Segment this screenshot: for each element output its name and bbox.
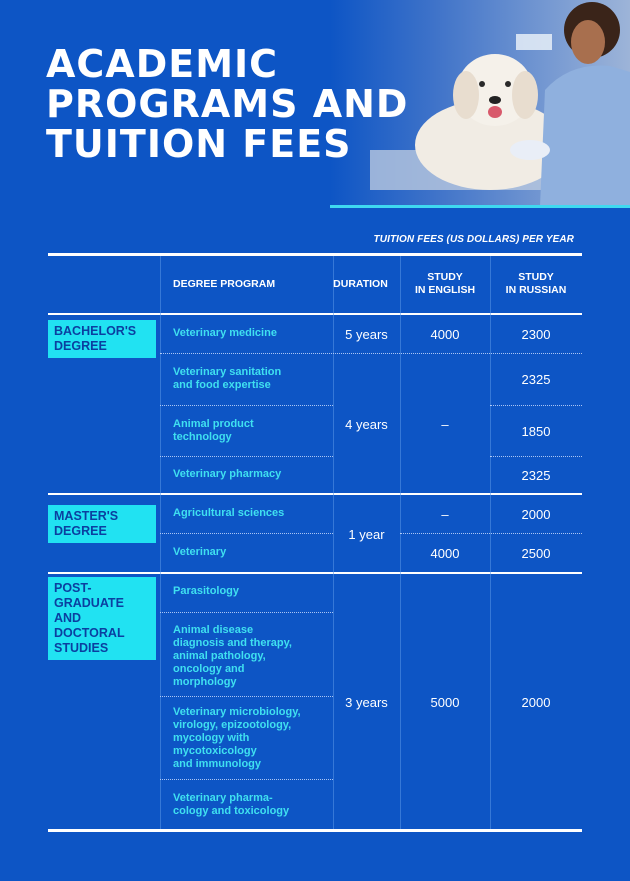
row-separator <box>160 612 333 613</box>
fees-caption: TUITION FEES (US DOLLARS) PER YEAR <box>373 234 574 245</box>
table-header-rule <box>48 313 582 315</box>
row-separator <box>490 456 582 457</box>
russian-fee-value: 2325 <box>521 372 551 387</box>
row-separator <box>160 696 333 697</box>
program-name: Veterinary microbiology, virology, epizootology, mycology with mycotoxicology and immunology <box>173 706 301 770</box>
masters-degree-badge: MASTER'S DEGREE <box>48 505 156 543</box>
english-fee-value: – <box>441 507 449 522</box>
duration-value: 5 years <box>345 327 388 342</box>
row-separator <box>160 456 333 457</box>
row-separator <box>400 533 582 534</box>
program-name: Veterinary sanitation and food expertise <box>173 366 282 391</box>
header-degree-program: DEGREE PROGRAM <box>173 278 276 290</box>
program-name: Agricultural sciences <box>173 507 285 519</box>
russian-fee-value: 2300 <box>521 327 551 342</box>
table-bottom-rule <box>48 829 582 832</box>
russian-fee-value: 1850 <box>521 424 551 439</box>
postgraduate-doctoral-badge: POST- GRADUATE AND DOCTORAL STUDIES <box>48 577 156 660</box>
section-divider <box>48 493 582 495</box>
column-divider <box>160 256 161 829</box>
program-name: Parasitology <box>173 585 240 597</box>
russian-fee-value: 2325 <box>521 468 551 483</box>
program-name: Veterinary <box>173 546 227 558</box>
photo-accent-line <box>330 205 630 208</box>
row-separator <box>160 405 333 406</box>
table-top-rule <box>48 253 582 256</box>
english-fee-value: 4000 <box>430 327 460 342</box>
english-fee-value: – <box>441 417 449 432</box>
row-separator <box>160 353 582 354</box>
program-name: Animal product technology <box>173 418 254 443</box>
russian-fee-value: 2000 <box>521 507 551 522</box>
bachelors-degree-badge: BACHELOR'S DEGREE <box>48 320 156 358</box>
program-name: Veterinary pharmacy <box>173 468 282 480</box>
duration-value: 1 year <box>348 527 385 542</box>
page-title: ACADEMIC PROGRAMS AND TUITION FEES <box>46 42 409 166</box>
english-fee-value: 4000 <box>430 546 460 561</box>
program-name: Veterinary pharma- cology and toxicology <box>173 792 290 817</box>
row-separator <box>490 405 582 406</box>
header-study-russian: STUDY IN RUSSIAN <box>505 271 567 296</box>
program-name: Veterinary medicine <box>173 327 277 339</box>
row-separator <box>160 779 333 780</box>
duration-value: 4 years <box>345 417 388 432</box>
row-separator <box>160 533 333 534</box>
english-fee-value: 5000 <box>430 695 460 710</box>
russian-fee-value: 2000 <box>521 695 551 710</box>
duration-value: 3 years <box>345 695 388 710</box>
section-divider <box>48 572 582 574</box>
header-study-english: STUDY IN ENGLISH <box>414 271 476 296</box>
russian-fee-value: 2500 <box>521 546 551 561</box>
header-duration: DURATION <box>333 278 388 290</box>
program-name: Animal disease diagnosis and therapy, animal pathology, oncology and morphology <box>173 624 292 688</box>
